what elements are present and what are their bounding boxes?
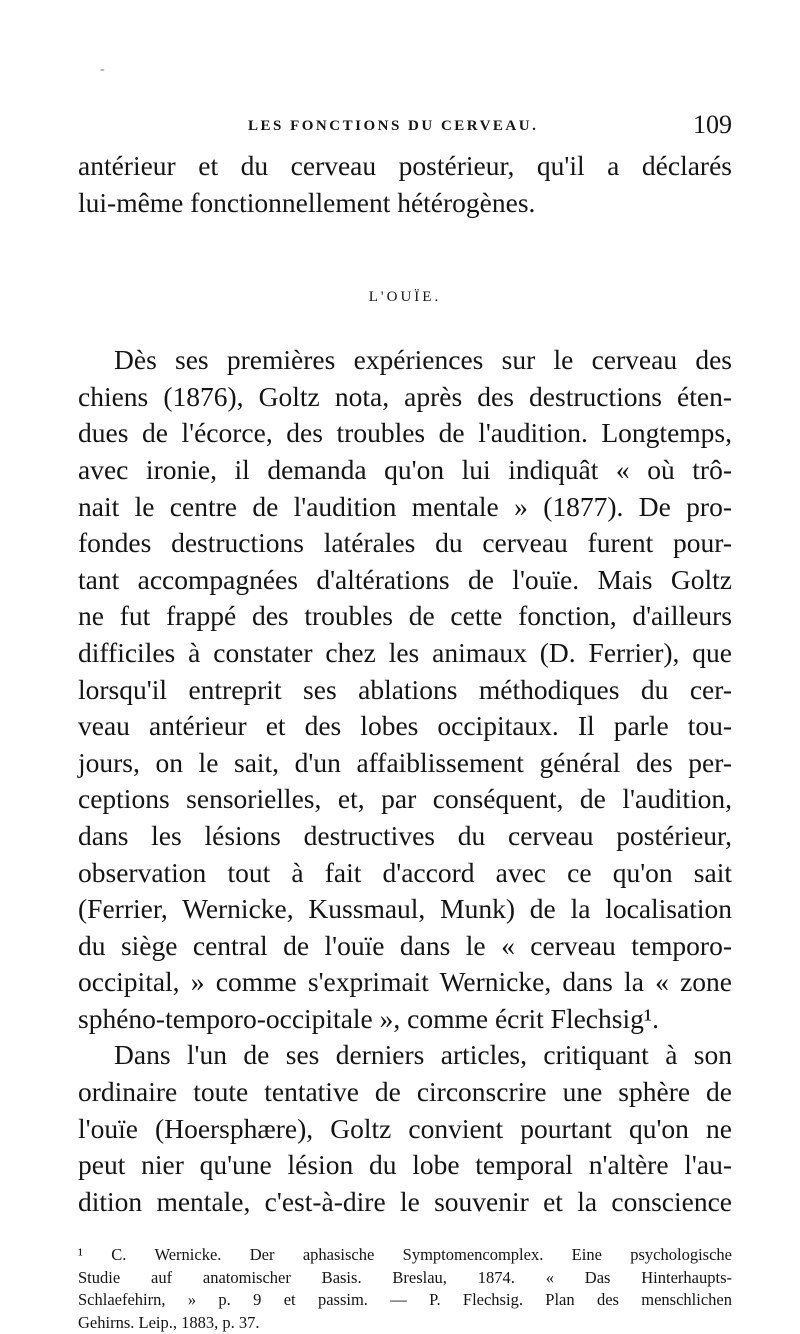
running-head [78, 108, 732, 148]
text-line: dans les lésions destructives du cerveau postérieur, [78, 819, 732, 851]
text-line: peut nier qu'une lésion du lobe temporal n'altère l'au- [78, 1149, 732, 1181]
footnote-line: ¹ C. Wernicke. Der aphasische Symptomencomplex. Eine psychologische [78, 1245, 732, 1265]
text-line: lui-même fonctionnellement hétérogènes. [78, 186, 536, 218]
paragraph-2 [78, 1037, 732, 1220]
footnote-line: Gehirns. Leip., 1883, p. 37. [78, 1312, 260, 1332]
text-line: veau antérieur et des lobes occipitaux. Il parle tou- [78, 710, 732, 742]
text-line: dition mentale, c'est-à-dire le souvenir et la conscience [78, 1185, 732, 1217]
text-line: (Ferrier, Wernicke, Kussmaul, Munk) de la localisation [78, 893, 732, 925]
text-line: antérieur et du cerveau postérieur, qu'il a déclarés [78, 150, 732, 181]
text-line: ceptions sensorielles, et, par conséquent, de l'audition, [78, 783, 732, 815]
text-line: Dans l'un de ses derniers articles, critiquant à son [114, 1039, 732, 1071]
footnote-line: Studie auf anatomischer Basis. Breslau, 1874. « Das Hinterhaupts- [78, 1267, 732, 1287]
footnote [78, 1244, 732, 1334]
page-number: 109 [693, 110, 732, 139]
section-heading: L'OUÏE. [368, 289, 442, 306]
text-line: jours, on le sait, d'un affaiblissement général des per- [78, 746, 732, 778]
text-line: tant accompagnées d'altérations de l'ouïe. Mais Goltz [78, 563, 732, 595]
text-line: sphéno-temporo-occipitale », comme écrit Flechsig¹. [78, 1002, 659, 1034]
text-line: difficiles à constater chez les animaux (D. Ferrier), que [78, 636, 732, 668]
continuation-paragraph [78, 148, 732, 221]
text-line: observation tout à fait d'accord avec ce qu'on sait [78, 856, 732, 888]
text-line: ne fut frappé des troubles de cette fonction, d'ailleurs [78, 600, 732, 632]
text-line: occipital, » comme s'exprimait Wernicke, dans la « zone [78, 966, 732, 998]
text-line: l'ouïe (Hoersphære), Goltz convient pourtant qu'on ne [78, 1112, 732, 1144]
text-line: dues de l'écorce, des troubles de l'audition. Longtemps, [78, 417, 732, 449]
page-body [78, 108, 732, 1334]
text-line: Dès ses premières expériences sur le cerveau des [114, 344, 732, 376]
text-line: avec ironie, il demanda qu'on lui indiquât « où trô- [78, 453, 732, 485]
footnote-line: Schlaefehirn, » p. 9 et passim. — P. Flechsig. Plan des menschlichen [78, 1290, 732, 1310]
paragraph-1 [78, 342, 732, 1037]
text-line: chiens (1876), Goltz nota, après des destructions éten- [78, 380, 732, 412]
text-line: ordinaire toute tentative de circonscrire une sphère de [78, 1076, 732, 1108]
text-line: du siège central de l'ouïe dans le « cerveau temporo- [78, 929, 732, 961]
text-line: nait le centre de l'audition mentale » (1877). De pro- [78, 490, 732, 522]
stray-mark: - [100, 62, 105, 77]
text-line: lorsqu'il entreprit ses ablations méthodiques du cer- [78, 673, 732, 705]
text-line: fondes destructions latérales du cerveau furent pour- [78, 527, 732, 559]
running-head-title: LES FONCTIONS DU CERVEAU. [248, 118, 539, 134]
